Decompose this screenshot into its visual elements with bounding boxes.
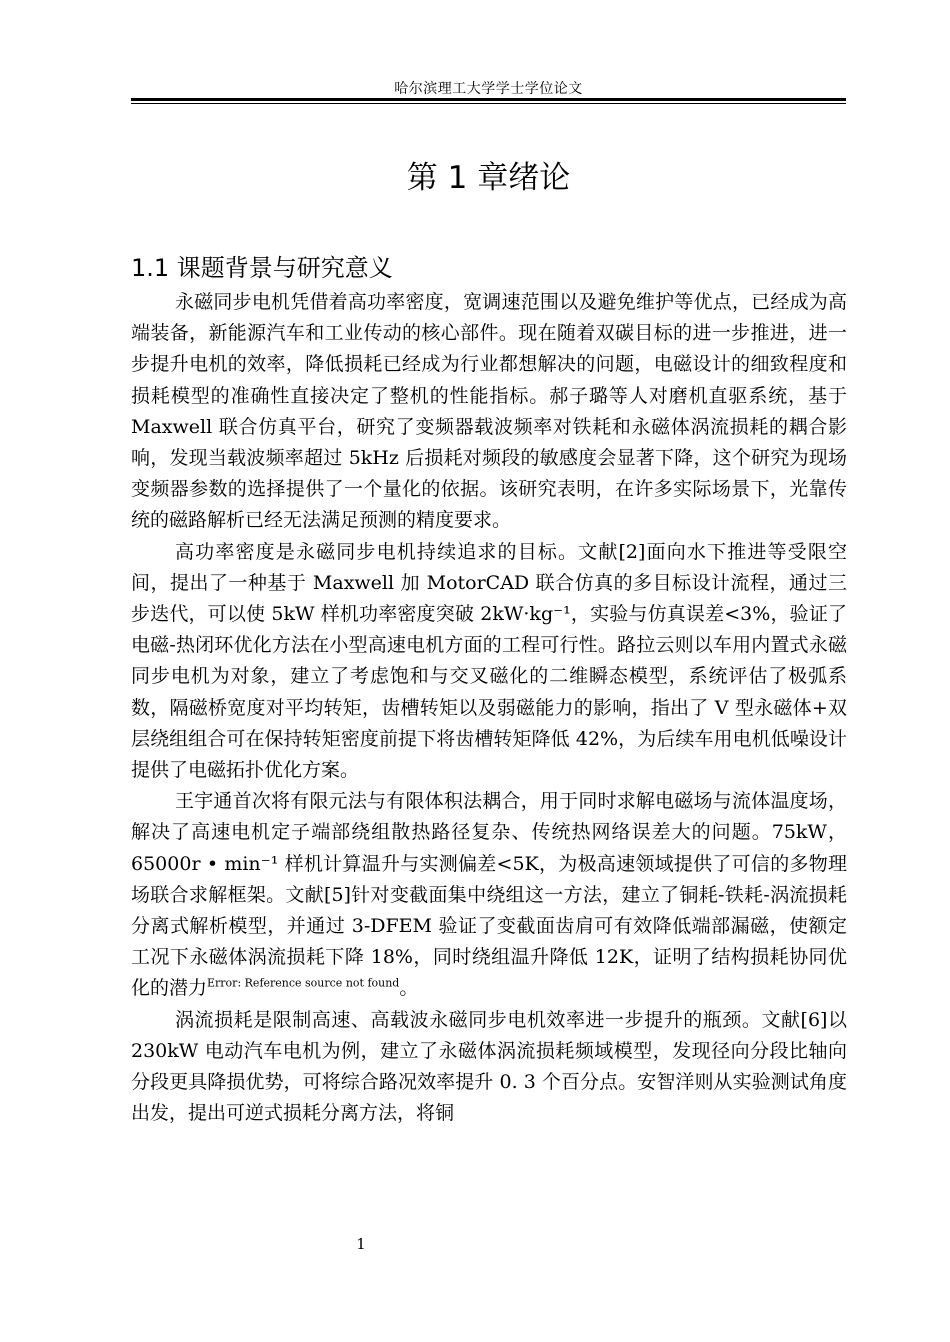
reference-error: Error: Reference source not found xyxy=(207,977,400,991)
paragraph-3 xyxy=(131,786,847,1004)
header-rule-thick xyxy=(131,98,846,101)
paragraph-4: 涡流损耗是限制高速、高载波永磁同步电机效率进一步提升的瓶颈。文献[6]以 230kW 电动汽车电机为例，建立了永磁体涡流损耗频域模型，发现径向分段比轴向分段更具降损优势，可将综合路况效率提升 0. 3 个百分点。安智洋则从实验测试角度出发，提出可逆式损耗分离方法，将铜 xyxy=(131,1008,847,1125)
page-header: 哈尔滨理工大学学士学位论文 xyxy=(394,81,583,97)
body-text xyxy=(131,287,847,1129)
chapter-title: 第 1 章绪论 xyxy=(406,160,571,196)
paragraph-2: 高功率密度是永磁同步电机持续追求的目标。文献[2]面向水下推进等受限空间，提出了一种基于 Maxwell 加 MotorCAD 联合仿真的多目标设计流程，通过三步迭代，可以使 5kW 样机功率密度突破 2kW·kg⁻¹，实验与仿真误差<3%，验证了电磁-热闭环优化方法在小型高速电机方面的工程可行性。路拉云则以车用内置式永磁同步电机为对象，建立了考虑饱和与交叉磁化的二维瞬态模型，系统评估了极弧系数，隔磁桥宽度对平均转矩，齿槽转矩以及弱磁能力的影响，指出了 V 型永磁体+双层绕组组合可在保持转矩密度前提下将齿槽转矩降低 42%，为后续车用电机低噪设计提供了电磁拓扑优化方案。 xyxy=(131,540,847,782)
section-title: 1.1 课题背景与研究意义 xyxy=(131,254,393,282)
paragraph-3-end: 。 xyxy=(399,977,419,1000)
paragraph-3-text: 王宇通首次将有限元法与有限体积法耦合，用于同时求解电磁场与流体温度场，解决了高速电机定子端部绕组散热路径复杂、传统热网络误差大的问题。75kW，65000r • min⁻¹ 样机计算温升与实测偏差<5K，为极高速领域提供了可信的多物理场联合求解框架。文献[5]针对变截面集中绕组这一方法，建立了铜耗-铁耗-涡流损耗分离式解析模型，并通过 3-DFEM 验证了变截面齿肩可有效降低端部漏磁，使额定工况下永磁体涡流损耗下降 18%，同时绕组温升降低 12K，证明了结构损耗协同优化的潜力 xyxy=(131,790,847,1000)
header-rule-thin xyxy=(131,103,846,104)
page-number: 1 xyxy=(356,1235,366,1253)
paragraph-1: 永磁同步电机凭借着高功率密度，宽调速范围以及避免维护等优点，已经成为高端装备，新能源汽车和工业传动的核心部件。现在随着双碳目标的进一步推进，进一步提升电机的效率，降低损耗已经成为行业都想解决的问题，电磁设计的细致程度和损耗模型的准确性直接决定了整机的性能指标。郝子璐等人对磨机直驱系统，基于 Maxwell 联合仿真平台，研究了变频器载波频率对铁耗和永磁体涡流损耗的耦合影响，发现当载波频率超过 5kHz 后损耗对频段的敏感度会显著下降，这个研究为现场变频器参数的选择提供了一个量化的依据。该研究表明，在许多实际场景下，光靠传统的磁路解析已经无法满足预测的精度要求。 xyxy=(131,291,847,532)
